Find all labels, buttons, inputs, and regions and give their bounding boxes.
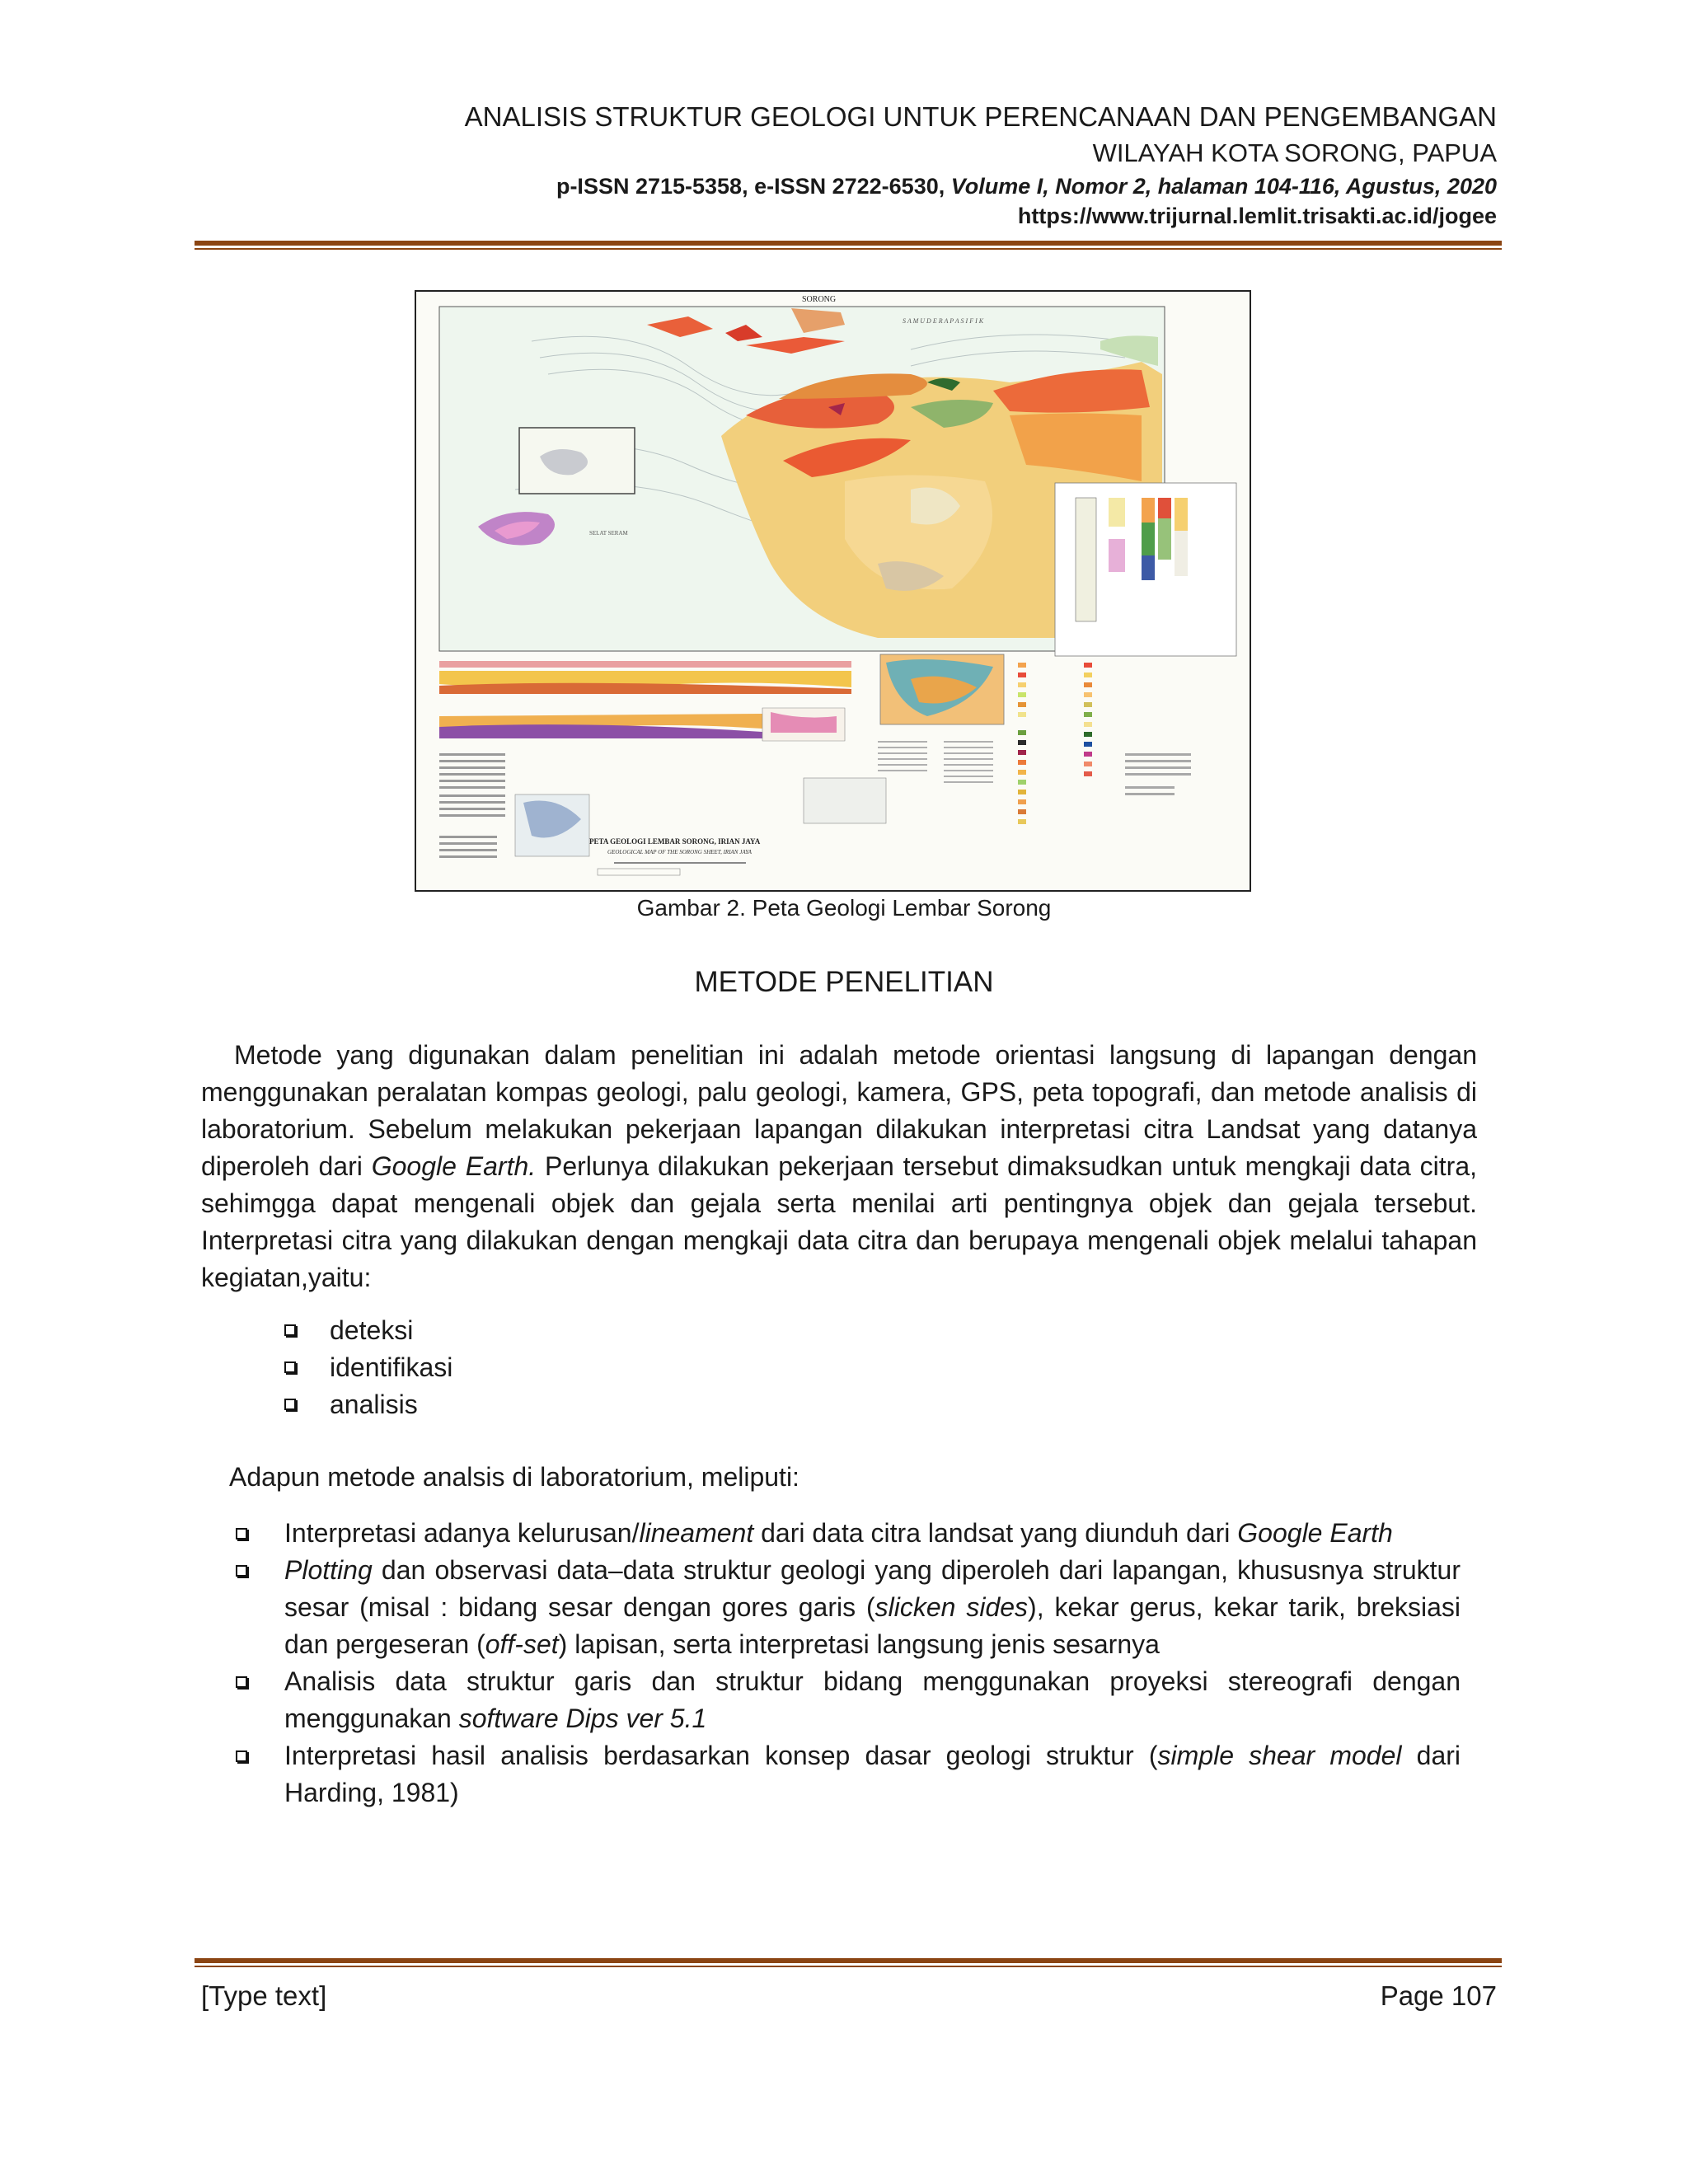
footer-placeholder: [Type text] [201,1980,327,2011]
list-item [284,1312,452,1349]
text: dari Harding, 1981) [284,1741,1461,1807]
footer-rule [195,1958,1502,1967]
running-header [465,99,1497,231]
page-number: Page 107 [1380,1980,1497,2011]
lab-intro: Adapun metode analsis di laboratorium, meliputi: [229,1462,799,1492]
italic-text: off-set [485,1629,559,1659]
italic-text: Plotting [284,1555,373,1585]
text: ) lapisan, serta interpretasi langsung jenis sesarnya [558,1629,1160,1659]
checkbox-bullet-icon [236,1676,247,1688]
list-item [284,1386,452,1423]
header-rule [195,241,1502,250]
header-volume: Volume I, Nomor 2, halaman 104-116, Agustus, 2020 [950,174,1497,199]
text: Interpretasi adanya kelurusan/ [284,1518,640,1548]
map-sea-label: S A M U D E R A P A S I F I K [903,317,984,325]
list-item [236,1515,1461,1552]
header-issn: p-ISSN 2715-5358, e-ISSN 2722-6530, [556,174,945,199]
para-text-2: Perlunya dilakukan pekerjaan tersebut dimaksudkan untuk mengkaji data citra, sehimgga dapat mengenali objek dan gejala serta menilai arti pentingnya objek dan gejala tersebut. Interpretasi citra yang dilakukan dengan mengkaji data citra dan berupaya mengenali objek melalui tahapan kegiatan,yaitu: [201,1151,1478,1292]
checkbox-bullet-icon [236,1528,247,1540]
list-item [236,1552,1461,1663]
method-paragraph [201,1037,1477,1296]
text: dari data citra landsat yang diunduh dari [753,1518,1238,1548]
figure-caption: Gambar 2. Peta Geologi Lembar Sorong [636,895,1052,921]
checkbox-bullet-icon [284,1324,296,1336]
map-title: PETA GEOLOGI LEMBAR SORONG, IRIAN JAYA [589,837,761,846]
italic-text: lineament [639,1518,754,1548]
step-label: deteksi [330,1315,414,1345]
header-url: https://www.trijurnal.lemlit.trisakti.ac.id/jogee [1017,204,1497,228]
section-title: METODE PENELITIAN [694,966,994,998]
list-item [236,1737,1461,1811]
italic-text: software Dips ver 5.1 [458,1704,707,1733]
geological-map-image [416,292,1250,890]
text: Interpretasi hasil analisis berdasarkan konsep dasar geologi struktur ( [284,1741,1158,1770]
header-title-line1: ANALISIS STRUKTUR GEOLOGI UNTUK PERENCANAAN DAN PENGEMBANGAN [464,101,1497,132]
text: ), kekar gerus, kekar tarik, breksiasi dan pergeseran ( [284,1592,1461,1659]
italic-text: Google Earth [1237,1518,1393,1548]
map-title-top: SORONG [802,295,837,304]
lab-methods-list [236,1515,1461,1811]
text: Analisis data struktur garis dan struktur bidang menggunakan proyeksi stereografi dengan menggunakan [284,1666,1461,1733]
checkbox-bullet-icon [284,1361,296,1373]
checkbox-bullet-icon [284,1399,296,1410]
list-item [284,1349,452,1386]
para-google-earth: Google Earth. [371,1151,537,1181]
italic-text: slicken sides [874,1592,1029,1622]
step-label: analisis [330,1390,418,1419]
geological-map-figure [415,290,1251,892]
map-strait-label: SELAT SERAM [589,530,628,537]
map-subtitle: GEOLOGICAL MAP OF THE SORONG SHEET, IRIAN JAYA [607,849,752,855]
text: dan observasi data–data struktur geologi yang diperoleh dari lapangan, khususnya struktur sesar (misal : bidang sesar dengan gores garis ( [284,1555,1461,1622]
step-label: identifikasi [330,1352,453,1382]
para-text-1: Metode yang digunakan dalam penelitian ini adalah metode orientasi langsung di lapangan dengan menggunakan peralatan kompas geologi, palu geologi, kamera, GPS, peta topografi, dan metode analisis di laboratorium. Sebelum melakukan pekerjaan lapangan dilakukan interpretasi citra Landsat yang datanya diperoleh dari [201,1040,1477,1181]
interpretation-steps-list [284,1312,452,1423]
checkbox-bullet-icon [236,1565,247,1577]
header-issn-volume [465,171,1497,201]
checkbox-bullet-icon [236,1750,247,1762]
header-title-line2: WILAYAH KOTA SORONG, PAPUA [1092,138,1497,167]
italic-text: simple shear model [1157,1741,1402,1770]
list-item [236,1663,1461,1737]
